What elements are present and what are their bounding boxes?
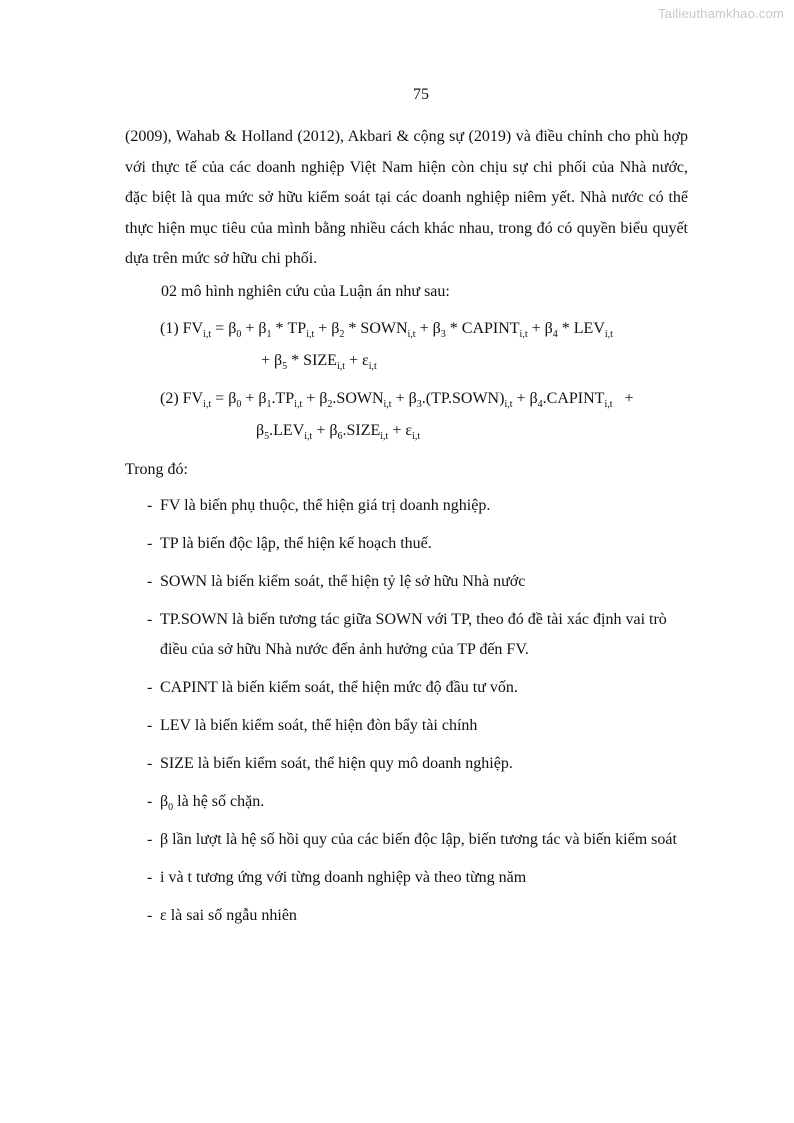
equation-2 <box>125 383 688 447</box>
equation-2-line-1: (2) $FV_{i,t} = \beta_0 + \beta_1.TP_{i,t}$ + $\beta_2.SOWN_{i,t}$ + $\beta_3.(TP.SOWN)_{i,t}$ + $\beta_4.CAPINT_{i,t}$ + <box>160 390 634 411</box>
list-item: - $\beta_0$ là hệ số chặn. <box>147 793 265 814</box>
list-item: - i và t tương ứng với từng doanh nghiệp và theo từng năm <box>147 869 527 886</box>
equation-2-line-2: $\beta_5.LEV_{i,t}$ + $\beta_6.SIZE_{i,t} + \varepsilon_{i,t}$ <box>256 422 421 443</box>
equation-1-line-2: + $\beta_5$ * $SIZE_{i,t} + \varepsilon_{i,t}$ <box>261 352 377 373</box>
list-item: - TP là biến độc lập, thể hiện kế hoạch thuế. <box>147 535 432 552</box>
list-item: - LEV là biến kiểm soát, thể hiện đòn bẩy tài chính <box>147 717 478 734</box>
definitions-list <box>125 491 688 931</box>
list-item: - ε là sai số ngẫu nhiên <box>147 907 297 924</box>
equation-1 <box>125 313 688 377</box>
list-item: - CAPINT là biến kiểm soát, thể hiện mức độ đầu tư vốn. <box>147 679 518 696</box>
list-item: - SIZE là biến kiểm soát, thể hiện quy mô doanh nghiệp. <box>147 755 513 772</box>
list-item: - β lần lượt là hệ số hồi quy của các biến độc lập, biến tương tác và biến kiểm soát <box>147 831 677 848</box>
page-number: 75 <box>413 86 429 103</box>
intro-paragraph: (2009), Wahab & Holland (2012), Akbari & cộng sự (2019) và điều chỉnh cho phù hợp với thực tế của các doanh nghiệp Việt Nam hiện còn chịu sự chi phối của Nhà nước, đặc biệt là qua mức sở hữu kiểm soát tại các doanh nghiệp niêm yết. Nhà nước có thể thực hiện mục tiêu của mình bằng nhiều cách khác nhau, trong đó có quyền biểu quyết dựa trên mức sở hữu chi phối. <box>125 128 688 267</box>
list-item: - FV là biến phụ thuộc, thể hiện giá trị doanh nghiệp. <box>147 497 491 514</box>
equation-1-line-1: (1) $FV_{i,t} = \beta_0 + \beta_1 * TP_{i,t} + \beta_2$ * $SOWN_{i,t} + \beta_3$ * $CAPINT_{i,t} + \beta_4 * LEV_{i,t}$ <box>160 320 613 341</box>
models-intro: 02 mô hình nghiên cứu của Luận án như sau: <box>161 282 450 300</box>
list-item: - TP.SOWN là biến tương tác giữa SOWN với TP, theo đó đề tài xác định vai trò điều của sở hữu Nhà nước đến ảnh hưởng của TP đến FV. <box>147 611 667 658</box>
watermark: Tailieuthamkhao.com <box>658 6 784 21</box>
where-label: Trong đó: <box>125 461 188 478</box>
page-body <box>125 122 688 939</box>
list-item: - SOWN là biến kiểm soát, thể hiện tỷ lệ sở hữu Nhà nước <box>147 573 526 590</box>
